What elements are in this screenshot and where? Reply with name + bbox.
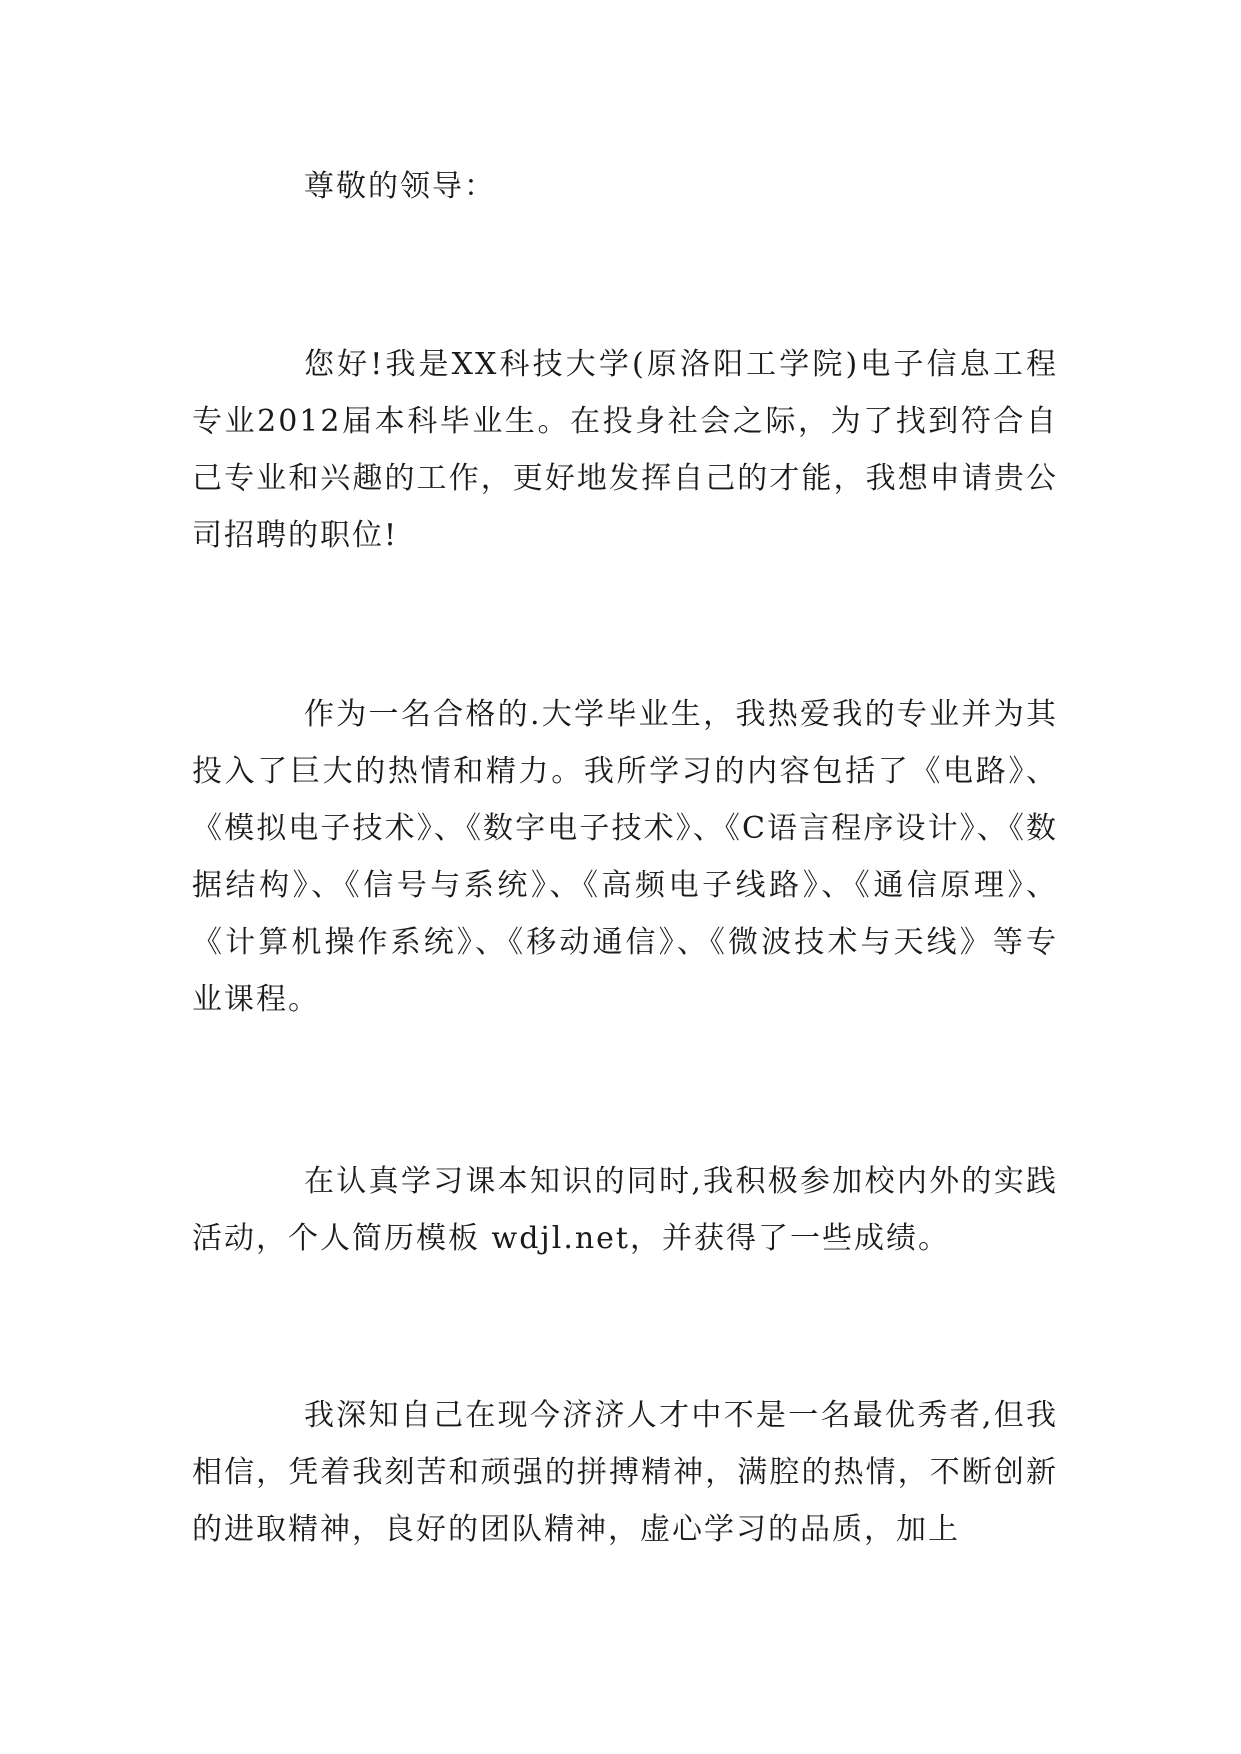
paragraph-text: 作为一名合格的.大学毕业生，我热爱我的专业并为其投入了巨大的热情和精力。我所学习的内容包括了《电路》、《模拟电子技术》、《数字电子技术》、《C语言程序设计》、《数据结构》、《信号与系统》、《高频电子线路》、《通信原理》、《计算机操作系统》、《移动通信》、《微波技术与天线》等专业课程。 [192, 697, 1058, 1017]
paragraph-activities [192, 1153, 1058, 1267]
paragraph-courses [192, 686, 1058, 1028]
paragraph-text: 您好!我是XX科技大学(原洛阳工学院)电子信息工程专业2012届本科毕业生。在投身社会之际，为了找到符合自己专业和兴趣的工作，更好地发挥自己的才能，我想申请贵公司招聘的职位! [192, 347, 1058, 553]
paragraph-intro [192, 336, 1058, 564]
paragraph-text: 我深知自己在现今济济人才中不是一名最优秀者,但我相信，凭着我刻苦和顽强的拼搏精神，满腔的热情，不断创新的进取精神，良好的团队精神，虚心学习的品质，加上 [192, 1398, 1058, 1547]
salutation-text: 尊敬的领导： [304, 169, 496, 204]
paragraph-self-assessment [192, 1387, 1058, 1558]
letter-salutation [192, 158, 1058, 215]
paragraph-text: 在认真学习课本知识的同时,我积极参加校内外的实践活动，个人简历模板 wdjl.net，并获得了一些成绩。 [192, 1164, 1058, 1256]
